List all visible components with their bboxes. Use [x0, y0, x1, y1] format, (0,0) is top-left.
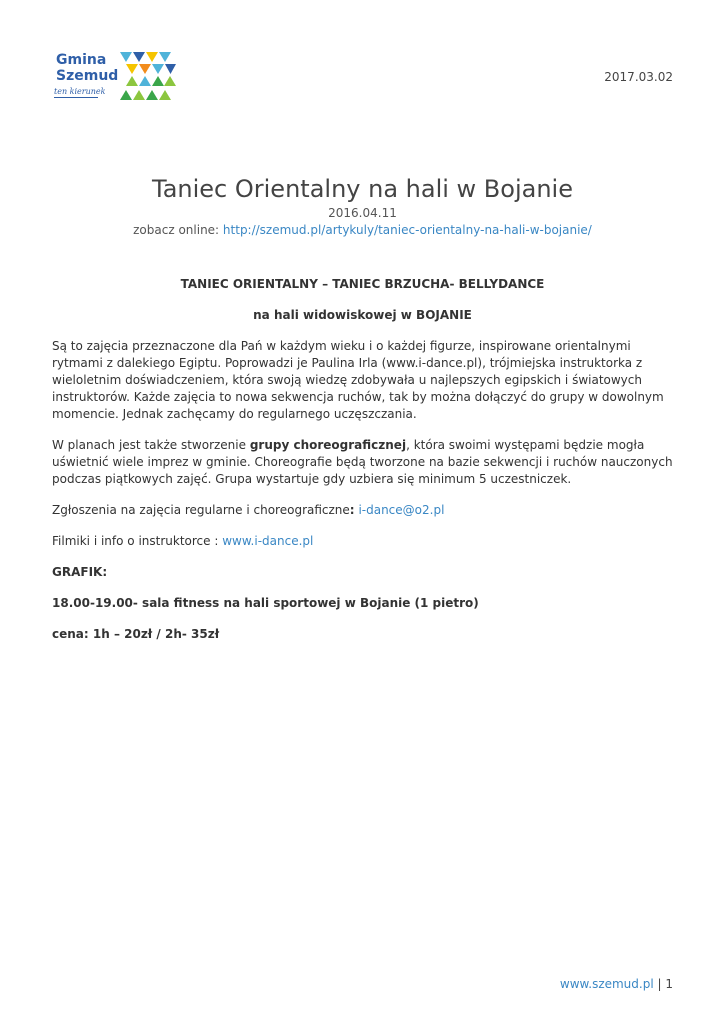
logo-underline [54, 97, 98, 98]
page-footer [560, 977, 673, 991]
paragraph-intro: Są to zajęcia przeznaczone dla Pań w każdym wieku i o każdej figurze, inspirowane orientalnymi rytmami z dalekiego Egiptu. Poprowadzi je Paulina Irla (www.i-dance.pl), trójmiejska instruktorka z wieloletnim doświadczeniem, która swoją wiedzę zdobywała u najlepszych egipskich i światowych instruktorów. Każde zajęcia to nowa sekwencja ruchów, tak by można dołączyć do grupy w dowolnym momencie. Jednak zachęcamy do regularnego uczęszczania. [52, 339, 664, 421]
article-body [52, 276, 673, 657]
logo-text-gmina: Gmina [56, 52, 107, 68]
article-date: 2016.04.11 [328, 206, 397, 220]
online-label: zobacz online: [133, 223, 220, 237]
article-url-link[interactable]: http://szemud.pl/artykuly/taniec-orientalny-na-hali-w-bojanie/ [222, 223, 592, 237]
document-date: 2017.03.02 [604, 70, 673, 84]
registration-label: Zgłoszenia na zajęcia regularne i choreograficzne [52, 503, 350, 517]
price-info: cena: 1h – 20zł / 2h- 35zł [52, 627, 220, 641]
registration-colon: : [349, 503, 355, 517]
schedule-time: 18.00-19.00- sala fitness na hali sportowej w Bojanie (1 pietro) [52, 596, 479, 610]
schedule-heading: GRAFIK: [52, 565, 108, 579]
email-link[interactable]: i-dance@o2.pl [358, 503, 445, 517]
p2-bold-text: grupy choreograficznej [249, 438, 407, 452]
paragraph-registration [52, 502, 673, 519]
article-title: Taniec Orientalny na hali w Bojanie [152, 175, 573, 203]
article-heading: TANIEC ORIENTALNY – TANIEC BRZUCHA- BELLYDANCE [180, 277, 545, 291]
p2-text-end: , która swoimi występami będzie mogła uświetnić wiele imprez w gminie. Choreografie będą tworzone na bazie sekwencji i ruchów nauczonych podczas piątkowych zajęć. Grupa wystartuje gdy uzbiera się minimum 5 uczestniczek. [52, 438, 673, 486]
logo-text-szemud: Szemud [56, 68, 119, 84]
instructor-info-label: Filmiki i info o instruktorce : [52, 534, 223, 548]
paragraph-instructor-info [52, 533, 673, 550]
article-subheading: na hali widowiskowej w BOJANIE [253, 308, 472, 322]
instructor-website-link[interactable]: www.i-dance.pl [222, 534, 314, 548]
online-link-line [0, 223, 725, 237]
footer-separator: | [653, 977, 666, 991]
gmina-szemud-logo [52, 50, 182, 106]
logo-triangles-icon [120, 52, 176, 104]
p2-text-start: W planach jest także stworzenie [52, 438, 250, 452]
page-number: 1 [665, 977, 673, 991]
paragraph-choreography [52, 437, 673, 488]
footer-site-link[interactable]: www.szemud.pl [559, 977, 654, 991]
logo-tagline: ten kierunek [54, 87, 106, 96]
